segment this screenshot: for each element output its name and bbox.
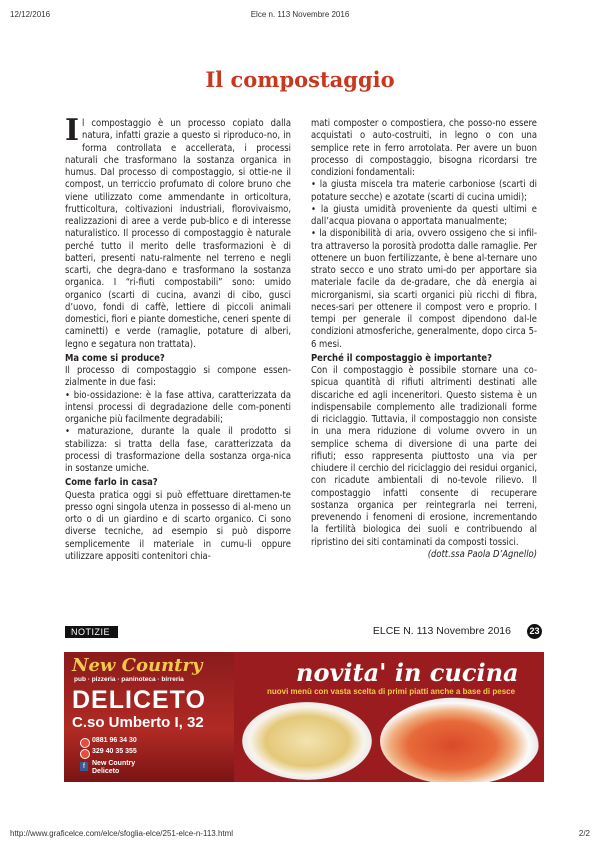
ad-facebook <box>92 760 135 776</box>
drop-cap: I <box>65 113 80 148</box>
paragraph <box>65 390 291 427</box>
paragraph-text: Il processo di compostaggio si compone essen-zialmente in due fasi: <box>65 365 291 389</box>
ad-phone-1: 0881 96 34 30 <box>92 737 137 744</box>
ad-tagline: nuovi menù con vasta scelta di primi piatti anche a base di pesce <box>266 687 516 696</box>
issue-info: ELCE N. 113 Novembre 2016 <box>372 625 511 637</box>
paragraph <box>65 426 291 475</box>
paragraph-text: Ma come si produce? <box>65 352 165 364</box>
paragraph-text: • bio-ossidazione: è la fase attiva, caratterizzata da intensi processi di degradazione delle com-ponenti organiche più facilmente degradabili; <box>65 389 291 425</box>
paragraph <box>311 118 537 179</box>
section-heading <box>65 477 291 489</box>
ad-headline: novita' in cucina <box>296 658 519 687</box>
author-signature <box>311 549 537 561</box>
paragraph-text: Come farlo in casa? <box>65 477 158 489</box>
ad-brand-subtitle: pub · pizzeria · paninoteca · birreria <box>74 676 184 683</box>
section-heading <box>311 353 537 365</box>
ad-city: DELICETO <box>72 686 206 714</box>
restaurant-advertisement[interactable] <box>64 652 544 782</box>
paragraph <box>311 365 537 549</box>
paragraph-text: Con il compostaggio è possibile stornare una co-spicua quantità di rifiuti altrimenti destinati alle discariche ed agli inceneritori. Questo sistema è un indispensabile complemento alle tradizionali forme di riciclaggio. Tuttavia, il compostaggio non consiste in una mera riduzione di volume ovvero in un semplice schema di diversione di una parte dei rifiuti; esso rappresenta piuttosto una via per chiudere il cerchio del riciclaggio dei residui organici, con ricadute ambientali di no-tevole rilievo. Il compostaggio infatti consente di recuperare sostanza organica per reintegrarla nei terreni, prevenendo i fenomeni di erosione, incrementando la fertilità biologica dei suoli e contribuendo al ripristino dei siti contaminati da composti tossici. <box>311 365 537 548</box>
ad-brand: New Country <box>72 655 203 676</box>
paragraph-text: • maturazione, durante la quale il prodotto si stabilizza: si tratta della fase, caratterizzata da processi di trasformazione della sostanza orga-nica in sostanze umiche. <box>65 426 291 474</box>
paragraph-text: • la giusta umidità proveniente da questi ultimi e dall’acqua piovana o apportata manualmente; <box>311 203 537 227</box>
section-heading <box>65 353 291 365</box>
paragraph-text: • la giusta miscela tra materie carboniose (scarti di potature secche) e azotate (scarti di cucina umidi); <box>311 179 537 203</box>
paragraph-text: l compostaggio è un processo copiato dalla natura, infatti grazie a questo si riproduco-no, in forma controllata e accellerata, i processi naturali che trasformano la sostanza organica in humus. Dal processo di compostaggio, si ottie-ne il compost, un terriccio profumato di colore bruno che viene utilizzato come ammendante in orticoltura, frutticoltura, coltivazioni industriali, florovivaismo, realizzazioni di aree a verde pub-blico e di interesse naturalistico. Il processo di compostaggio è naturale perché tutto il merito delle trasformazioni è di batteri, presenti natu-ralmente nel terreno e negli scarti, che degra-dano e trasformano la sostanza organica. I “ri-fiuti compostabili” sono: umido organico (scarti di cucina, avanzi di cibo, gusci d’uovo, fondi di caffè, lettiere di piccoli animali domestici, fiori e piante domestiche, ceneri spente di caminetti) e verde (ramaglie, potature di alberi, legno e segatura non trattata). <box>65 118 291 350</box>
print-page-count: 2/2 <box>578 829 590 838</box>
article-column-left <box>65 113 291 563</box>
ad-facebook-line-1: New Country <box>92 760 136 767</box>
page-number-badge: 23 <box>527 624 542 639</box>
mobile-phone-icon <box>80 749 90 759</box>
facebook-icon: f <box>80 762 88 771</box>
pasta-dish-image <box>242 702 372 780</box>
paragraph-text: • la disponibilità di aria, ovvero ossigeno che si infil-tra attraverso la porosità prodotta dalle ramaglie. Per ottenere un buon fertilizzante, è bene al-ternare uno strato secco e uno strato umi-do per apportare sia materiale facile da de-gradare, che dà energia ai microrganismi, sia scarti organici più ricchi di fibra, neces-sari per ottenere il compost vero e proprio. I tempi per generale il compost dipendono dal-le condizioni atmosferiche, generalmente, dopo circa 5-6 mesi. <box>311 228 537 350</box>
print-date: 12/12/2016 <box>10 10 51 19</box>
article-title: Il compostaggio <box>205 67 395 92</box>
paragraph <box>311 179 537 204</box>
ad-address: C.so Umberto I, 32 <box>72 714 204 731</box>
paragraph <box>65 365 291 390</box>
paragraph <box>311 204 537 229</box>
seafood-dish-image <box>380 697 540 782</box>
section-label: NOTIZIE <box>65 626 118 638</box>
paragraph <box>311 228 537 351</box>
paragraph <box>65 490 291 564</box>
paragraph-text: (dott.ssa Paola D’Agnello) <box>427 548 537 560</box>
ad-facebook-line-2: Deliceto <box>92 768 120 775</box>
phone-icon <box>80 738 90 748</box>
ad-phone-2: 329 40 35 355 <box>92 748 137 755</box>
paragraph <box>65 113 291 351</box>
print-title: Elce n. 113 Novembre 2016 <box>250 10 350 19</box>
paragraph-text: Perché il compostaggio è importante? <box>311 352 492 364</box>
print-url[interactable]: http://www.graficelce.com/elce/sfoglia-elce/251-elce-n-113.html <box>10 829 234 838</box>
paragraph-text: Questa pratica oggi si può effettuare direttamen-te presso ogni singola utenza in possesso di al-meno un orto o di un giardino e di scarto organico. Ci sono diverse tecniche, ad esempio si può disporre semplicemente il materiale in cumu-li oppure utilizzare appositi contenitori chia- <box>65 489 291 562</box>
paragraph-text: mati composter o compostiera, che posso-no essere acquistati o auto-costruiti, in legno o con una semplice rete in ferro arrotolata. Per avere un buon processo di compostaggio, bisogna ricordarsi tre condizioni fondamentali: <box>311 118 537 178</box>
article-column-right <box>311 118 537 561</box>
